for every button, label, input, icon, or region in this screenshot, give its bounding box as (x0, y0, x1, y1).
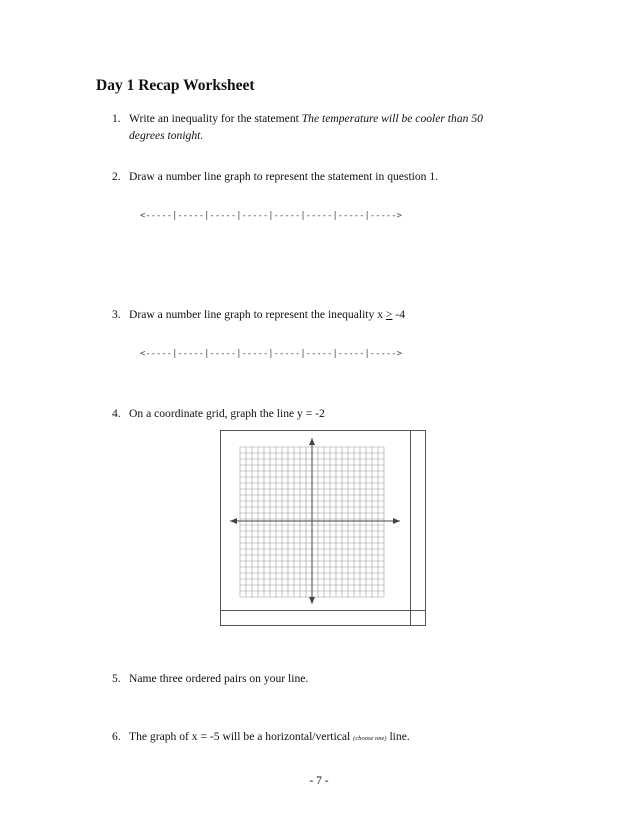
question-number: 6. (112, 730, 121, 743)
greater-equal-symbol: > (385, 308, 393, 321)
question-number: 4. (112, 407, 121, 420)
question-1 (112, 110, 483, 144)
question-text: Name three ordered pairs on your line. (129, 672, 309, 685)
worksheet-title: Day 1 Recap Worksheet (96, 77, 255, 94)
choose-one-note: (choose one) (353, 735, 387, 742)
coordinate-grid-svg (220, 430, 426, 626)
question-4 (112, 405, 325, 422)
question-5 (112, 670, 308, 687)
number-line-q3: <-----|-----|-----|-----|-----|-----|-----|-----> (140, 349, 402, 359)
coordinate-grid (220, 430, 426, 631)
number-line-q2: <-----|-----|-----|-----|-----|-----|-----|-----> (140, 211, 402, 221)
question-text: The graph of x = -5 will be a horizontal/vertical (129, 730, 354, 743)
question-number: 1. (112, 112, 121, 125)
question-text-end: -4 (392, 308, 406, 321)
question-2 (112, 168, 438, 185)
question-3 (112, 306, 405, 323)
question-text-end: line. (386, 730, 410, 743)
question-text: On a coordinate grid, graph the line y = -2 (129, 407, 325, 420)
question-number: 2. (112, 170, 121, 183)
question-text: Draw a number line graph to represent the inequality x (129, 308, 386, 321)
question-number: 3. (112, 308, 121, 321)
question-text: Write an inequality for the statement (129, 112, 302, 125)
grid-outer-border (221, 431, 426, 626)
question-6 (112, 728, 410, 747)
question-statement: The temperature will be cooler than 50 (301, 112, 483, 125)
page-number: - 7 - (309, 775, 329, 787)
question-statement-cont: degrees tonight. (129, 129, 204, 142)
question-number: 5. (112, 672, 121, 685)
question-text: Draw a number line graph to represent the statement in question 1. (129, 170, 439, 183)
